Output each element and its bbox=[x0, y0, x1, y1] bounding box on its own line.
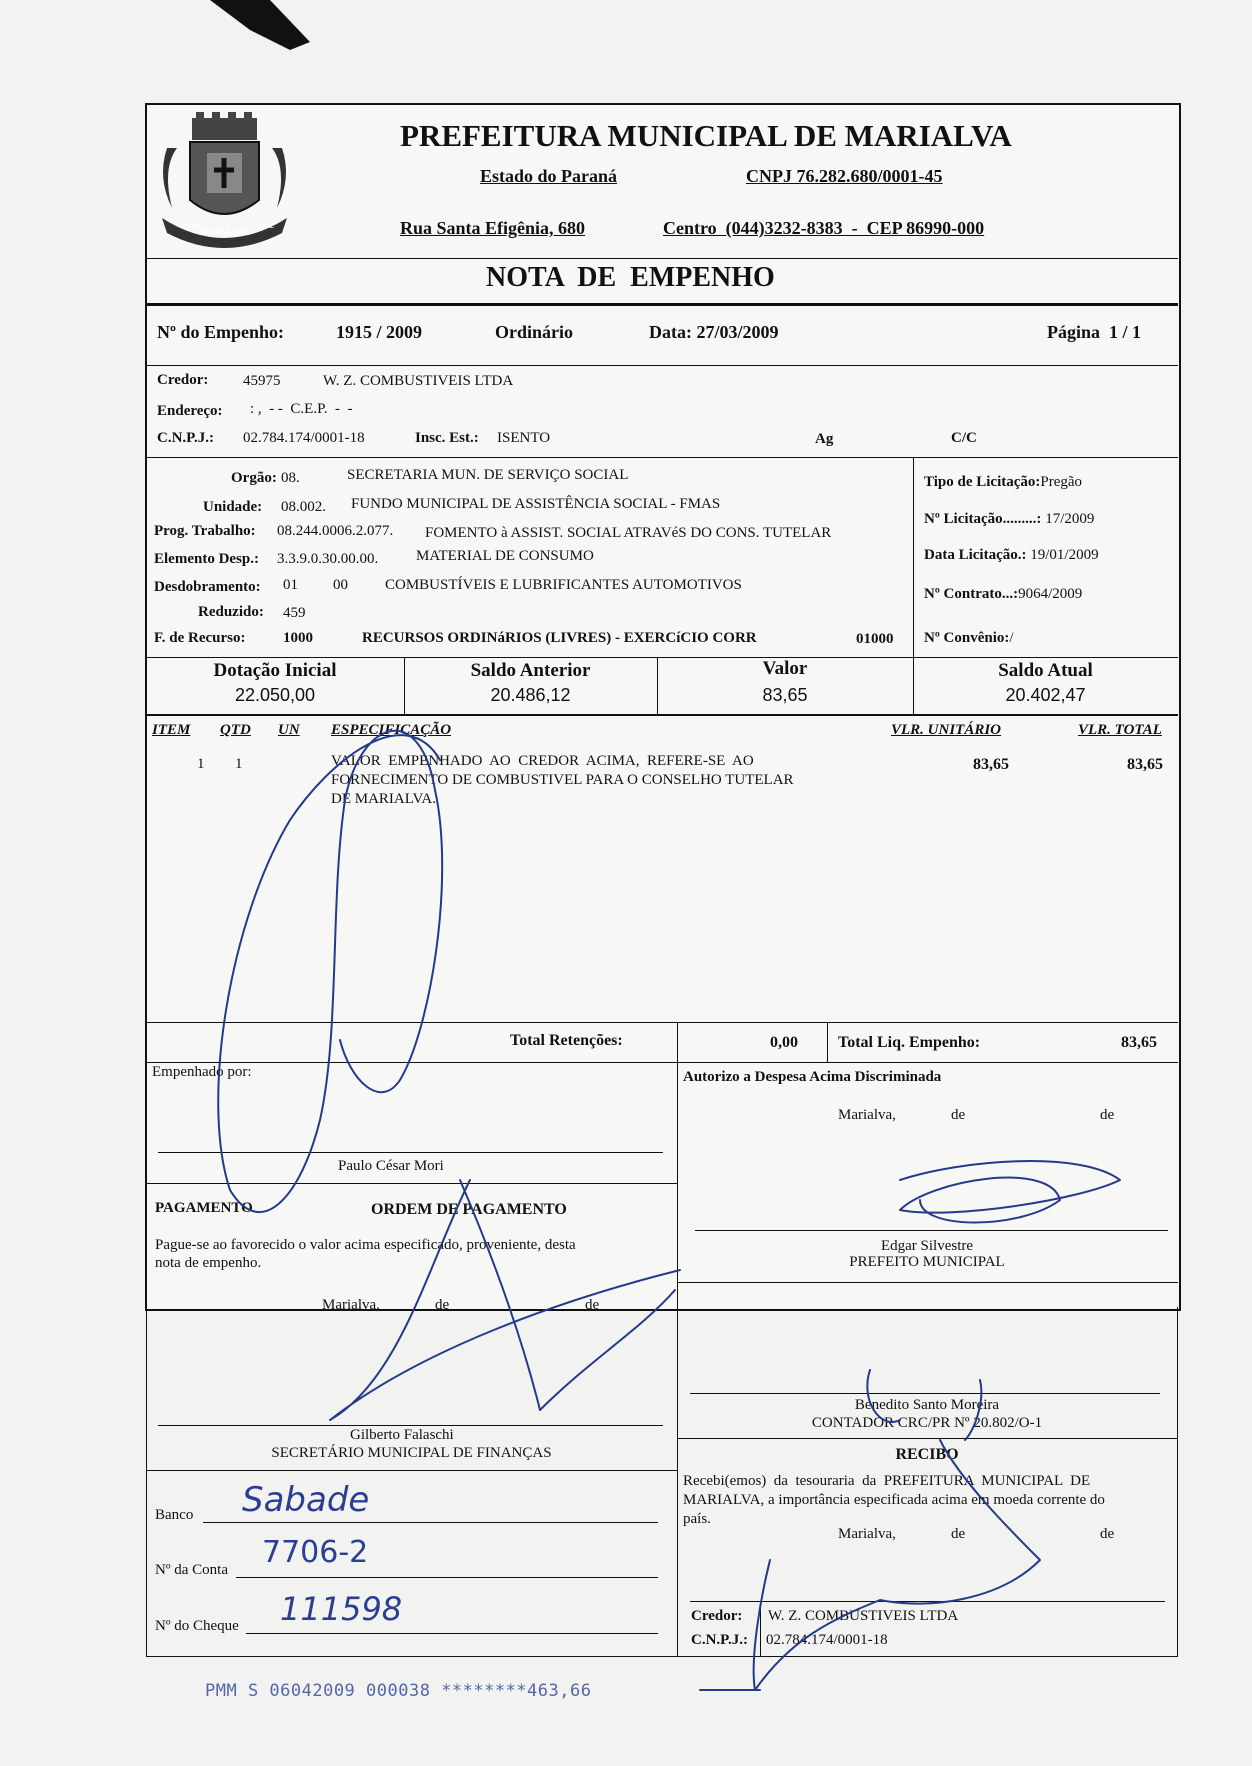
item-unit: 83,65 bbox=[973, 756, 1009, 773]
pagamento-de2: de bbox=[585, 1297, 600, 1313]
svg-text:1951: 1951 bbox=[180, 221, 201, 230]
cheque-value: 111598 bbox=[280, 1590, 403, 1628]
cnpj-label: C.N.P.J.: bbox=[157, 430, 214, 446]
orgao-label: Orgão: bbox=[231, 470, 277, 486]
svg-text:1952: 1952 bbox=[254, 221, 275, 230]
item-total: 83,65 bbox=[1127, 756, 1163, 773]
secretario-role: SECRETÁRIO MUNICIPAL DE FINANÇAS bbox=[271, 1445, 552, 1461]
empenho-date: Data: 27/03/2009 bbox=[649, 322, 779, 342]
contador-name: Benedito Santo Moreira bbox=[854, 1397, 1000, 1413]
reduzido-value: 459 bbox=[283, 605, 306, 621]
endereco-value: : , - - C.E.P. - - bbox=[250, 401, 353, 417]
conta-value: 7706-2 bbox=[262, 1535, 369, 1570]
payment-stamp: PMM S 06042009 000038 ********463,66 bbox=[205, 1681, 592, 1701]
recibo-cnpj-value: 02.784.174/0001-18 bbox=[766, 1632, 888, 1648]
dotacao-label: Dotação Inicial bbox=[213, 660, 337, 681]
col-espec: ESPECIFICAÇÃO bbox=[331, 722, 452, 738]
cc-label: C/C bbox=[951, 430, 977, 446]
ordem-pagamento-title: ORDEM DE PAGAMENTO bbox=[371, 1201, 567, 1218]
header-contact: Centro (044)3232-8383 - CEP 86990-000 bbox=[663, 218, 985, 238]
col-un: UN bbox=[278, 722, 300, 738]
pagamento-text2: nota de empenho. bbox=[155, 1255, 262, 1271]
pagamento-label: PAGAMENTO bbox=[155, 1200, 253, 1216]
anterior-value: 20.486,12 bbox=[490, 685, 571, 705]
col-total: VLR. TOTAL bbox=[1078, 722, 1162, 738]
insc-label: Insc. Est.: bbox=[415, 430, 479, 446]
recibo-text1: Recebi(emos) da tesouraria da PREFEITURA MUNICIPAL DE bbox=[683, 1473, 1091, 1489]
autorizo-label: Autorizo a Despesa Acima Discriminada bbox=[683, 1069, 942, 1085]
autorizo-city: Marialva, bbox=[838, 1107, 896, 1123]
prog-code: 08.244.0006.2.077. bbox=[277, 523, 394, 539]
prefeito-name: Edgar Silvestre bbox=[880, 1238, 974, 1254]
liq-label: Total Liq. Empenho: bbox=[838, 1034, 981, 1051]
elemento-desc: MATERIAL DE CONSUMO bbox=[416, 548, 594, 564]
fonte-label: F. de Recurso: bbox=[154, 630, 246, 646]
desdob-code1: 01 bbox=[283, 577, 298, 593]
empenho-label: Nº do Empenho: bbox=[157, 322, 284, 342]
retencoes-label: Total Retenções: bbox=[510, 1032, 623, 1049]
orgao-desc: SECRETARIA MUN. DE SERVIÇO SOCIAL bbox=[347, 467, 629, 483]
liq-value: 83,65 bbox=[1121, 1034, 1157, 1051]
prog-desc: FOMENTO à ASSIST. SOCIAL ATRAVéS DO CONS. TUTELAR bbox=[425, 525, 832, 541]
insc-value: ISENTO bbox=[497, 430, 551, 446]
recibo-credor-label: Credor: bbox=[691, 1608, 743, 1624]
unidade-desc: FUNDO MUNICIPAL DE ASSISTÊNCIA SOCIAL - FMAS bbox=[351, 496, 721, 512]
empenho-type: Ordinário bbox=[495, 322, 574, 342]
unidade-code: 08.002. bbox=[281, 499, 326, 515]
autorizo-de2: de bbox=[1100, 1107, 1115, 1123]
recibo-de2: de bbox=[1100, 1526, 1115, 1542]
item-qtd: 1 bbox=[235, 756, 243, 772]
pagamento-de1: de bbox=[435, 1297, 450, 1313]
recibo-credor-value: W. Z. COMBUSTIVEIS LTDA bbox=[768, 1608, 959, 1624]
empenhado-name: Paulo César Mori bbox=[338, 1158, 444, 1174]
recibo-text3: país. bbox=[683, 1511, 711, 1527]
valor-label: Valor bbox=[762, 658, 808, 679]
header-address: Rua Santa Efigênia, 680 bbox=[400, 218, 586, 238]
contador-role: CONTADOR CRC/PR Nº 20.802/O-1 bbox=[811, 1415, 1043, 1431]
empenho-number: 1915 / 2009 bbox=[336, 322, 423, 342]
recibo-de1: de bbox=[951, 1526, 966, 1542]
credor-label: Credor: bbox=[157, 372, 209, 388]
elemento-label: Elemento Desp.: bbox=[154, 551, 259, 567]
svg-text:MARIALVA: MARIALVA bbox=[199, 227, 249, 238]
cheque-label: Nº do Cheque bbox=[155, 1618, 239, 1634]
header-cnpj: CNPJ 76.282.680/0001-45 bbox=[746, 166, 943, 186]
col-unit: VLR. UNITÁRIO bbox=[891, 722, 1002, 738]
recibo-text2: MARIALVA, a importância especificada acima em moeda corrente do bbox=[683, 1492, 1105, 1508]
licitacao-data: Data Licitação.: 19/01/2009 bbox=[924, 547, 1099, 563]
doc-title: NOTA DE EMPENHO bbox=[486, 262, 775, 293]
anterior-label: Saldo Anterior bbox=[470, 660, 591, 681]
item-desc-line2: FORNECIMENTO DE COMBUSTIVEL PARA O CONSELHO TUTELAR bbox=[331, 772, 794, 788]
elemento-code: 3.3.9.0.30.00.00. bbox=[277, 551, 379, 567]
header-state: Estado do Paraná bbox=[480, 166, 618, 186]
recibo-title: RECIBO bbox=[895, 1446, 959, 1463]
atual-label: Saldo Atual bbox=[998, 660, 1093, 681]
credor-code: 45975 bbox=[243, 373, 281, 389]
prog-label: Prog. Trabalho: bbox=[154, 523, 256, 539]
col-item: ITEM bbox=[152, 722, 191, 738]
dotacao-value: 22.050,00 bbox=[234, 685, 316, 705]
unidade-label: Unidade: bbox=[203, 499, 263, 515]
pagamento-text1: Pague-se ao favorecido o valor acima especificado, proveniente, desta bbox=[155, 1237, 576, 1253]
licitacao-contrato: Nº Contrato...:9064/2009 bbox=[924, 586, 1083, 602]
item-desc-line1: VALOR EMPENHADO AO CREDOR ACIMA, REFERE-SE AO bbox=[331, 753, 754, 769]
prefeito-role: PREFEITO MUNICIPAL bbox=[849, 1254, 1005, 1270]
autorizo-de1: de bbox=[951, 1107, 966, 1123]
header-title: PREFEITURA MUNICIPAL DE MARIALVA bbox=[400, 118, 1012, 153]
fonte-code: 1000 bbox=[283, 630, 313, 646]
recibo-city: Marialva, bbox=[838, 1526, 896, 1542]
empenhado-label: Empenhado por: bbox=[152, 1064, 252, 1080]
empenho-page: Página 1 / 1 bbox=[1047, 322, 1142, 342]
retencoes-value: 0,00 bbox=[770, 1034, 798, 1051]
fonte-code2: 01000 bbox=[856, 631, 894, 647]
item-number: 1 bbox=[197, 756, 205, 772]
licitacao-num: Nº Licitação.........: 17/2009 bbox=[924, 511, 1095, 527]
orgao-code: 08. bbox=[281, 470, 300, 486]
pagamento-city: Marialva, bbox=[322, 1297, 380, 1313]
licitacao-tipo: Tipo de Licitação:Pregão bbox=[924, 474, 1083, 490]
valor-value: 83,65 bbox=[762, 685, 808, 705]
cnpj-value: 02.784.174/0001-18 bbox=[243, 430, 365, 446]
conta-label: Nº da Conta bbox=[155, 1562, 228, 1578]
col-qtd: QTD bbox=[220, 722, 251, 738]
credor-name: W. Z. COMBUSTIVEIS LTDA bbox=[323, 373, 514, 389]
ag-label: Ag bbox=[815, 431, 834, 447]
desdob-code2: 00 bbox=[333, 577, 348, 593]
licitacao-convenio: Nº Convênio:/ bbox=[924, 630, 1014, 646]
reduzido-label: Reduzido: bbox=[198, 604, 264, 620]
banco-value: Sabade bbox=[242, 1480, 370, 1520]
recibo-cnpj-label: C.N.P.J.: bbox=[691, 1632, 748, 1648]
endereco-label: Endereço: bbox=[157, 403, 223, 419]
secretario-name: Gilberto Falaschi bbox=[350, 1427, 454, 1443]
banco-label: Banco bbox=[155, 1507, 194, 1523]
item-desc-line3: DE MARIALVA. bbox=[331, 791, 437, 807]
desdob-desc: COMBUSTÍVEIS E LUBRIFICANTES AUTOMOTIVOS bbox=[385, 577, 742, 593]
desdob-label: Desdobramento: bbox=[154, 579, 261, 595]
fonte-desc: RECURSOS ORDINáRIOS (LIVRES) - EXERCíCIO CORR bbox=[362, 630, 757, 646]
atual-value: 20.402,47 bbox=[1005, 685, 1086, 705]
